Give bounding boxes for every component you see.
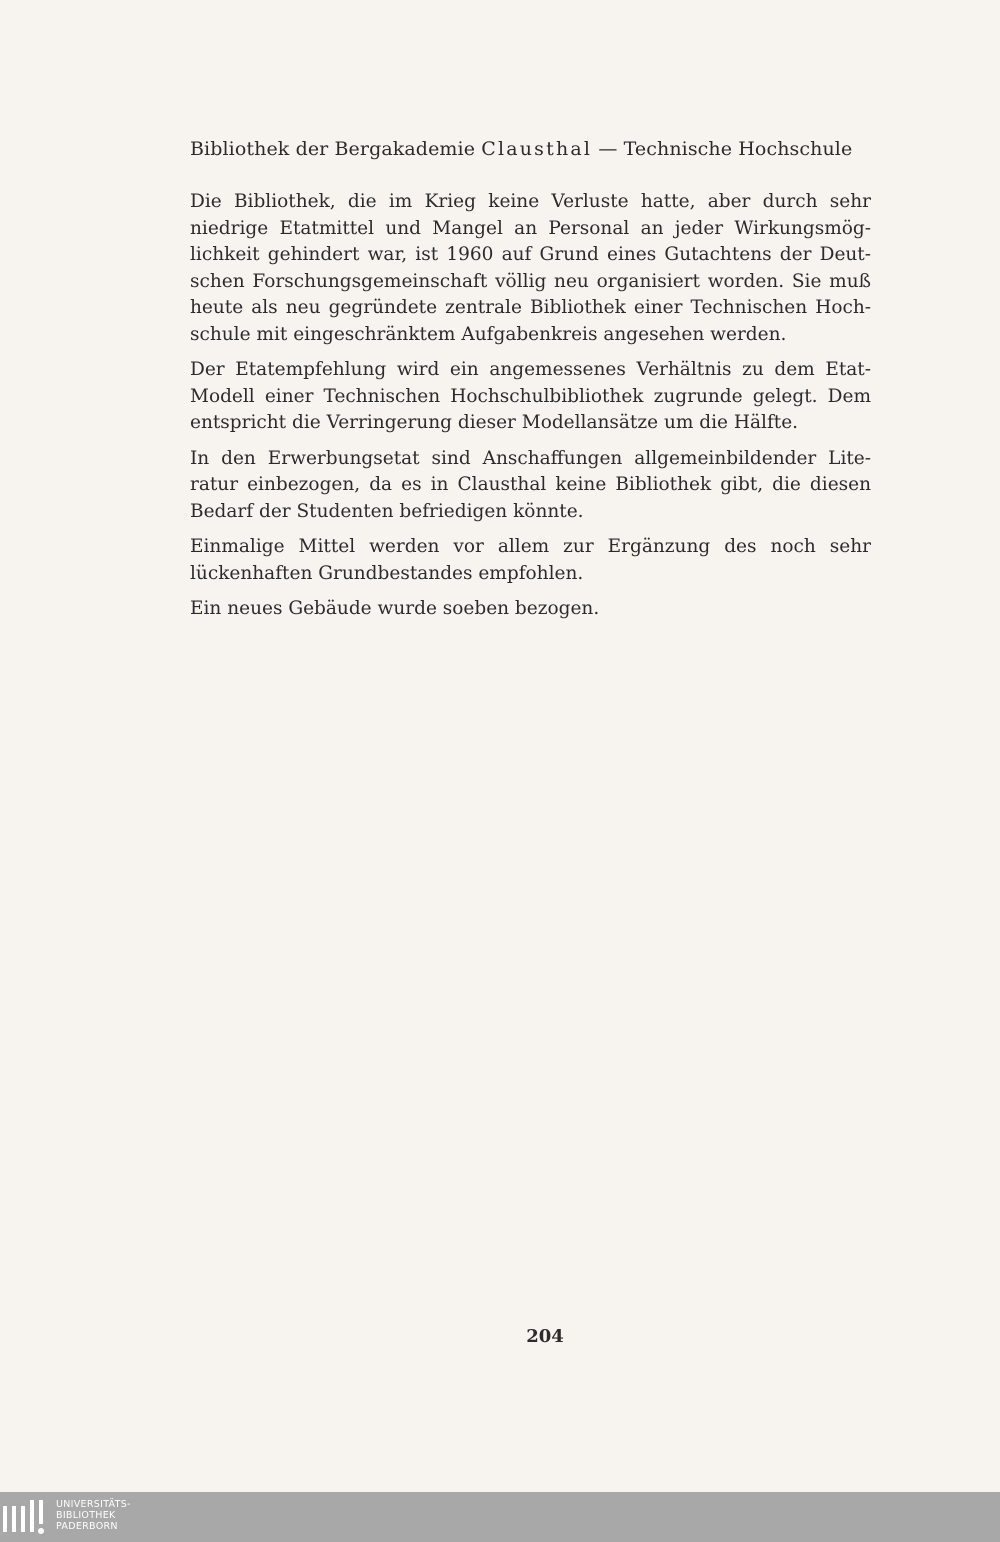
text-line: schen Forschungsgemeinschaft völlig neu organisiert worden. Sie muß [190,270,871,292]
text-line: niedrige Etatmittel und Mangel an Personal an jeder Wirkungsmög- [190,217,871,239]
text-line: Ein neues Gebäude wurde soeben bezogen. [190,598,600,619]
text-line: entspricht die Verringerung dieser Modellansätze um die Hälfte. [190,412,799,433]
page-heading [190,136,880,162]
text-line: schule mit eingeschränktem Aufgabenkreis angesehen werden. [190,323,787,345]
logo-line-2: BIBLIOTHEK [56,1510,116,1521]
text-line: lückenhaften Grundbestandes empfohlen. [190,562,584,584]
paragraph-1 [190,189,871,348]
text-line: Einmalige Mittel werden vor allem zur Ergänzung des noch sehr [190,536,871,557]
text-line: Bedarf der Studenten befriedigen könnte. [190,500,584,522]
paragraph-3 [190,446,871,526]
text-line: Der Etatempfehlung wird ein angemessenes Verhältnis zu dem Etat- [190,359,871,380]
paragraph-5 [190,596,871,623]
paragraph-4 [190,534,871,587]
heading-suffix: — Technische Hochschule [592,138,853,160]
text-line: ratur einbezogen, da es in Clausthal keine Bibliothek gibt, die diesen [190,474,871,495]
library-logo [0,1492,180,1542]
library-logo-icon [3,1500,47,1536]
heading-place: Clausthal [481,138,593,160]
logo-line-3: PADERBORN [56,1521,118,1532]
body-text [190,189,871,632]
paragraph-2 [190,357,871,437]
text-line: heute als neu gegründete zentrale Bibliothek einer Technischen Hoch- [190,297,871,318]
text-line: lichkeit gehindert war, ist 1960 auf Grund eines Gutachtens der Deut- [190,244,871,265]
text-line: Die Bibliothek, die im Krieg keine Verluste hatte, aber durch sehr [190,191,871,212]
text-line: In den Erwerbungsetat sind Anschaffungen allgemeinbildender Lite- [190,447,871,469]
heading-prefix: Bibliothek der Bergakademie [190,138,482,160]
text-line: Modell einer Technischen Hochschulbibliothek zugrunde gelegt. Dem [190,385,871,407]
page-number: 204 [526,1326,564,1347]
logo-line-1: UNIVERSITÄTS- [56,1499,131,1510]
library-logo-text [56,1499,131,1532]
